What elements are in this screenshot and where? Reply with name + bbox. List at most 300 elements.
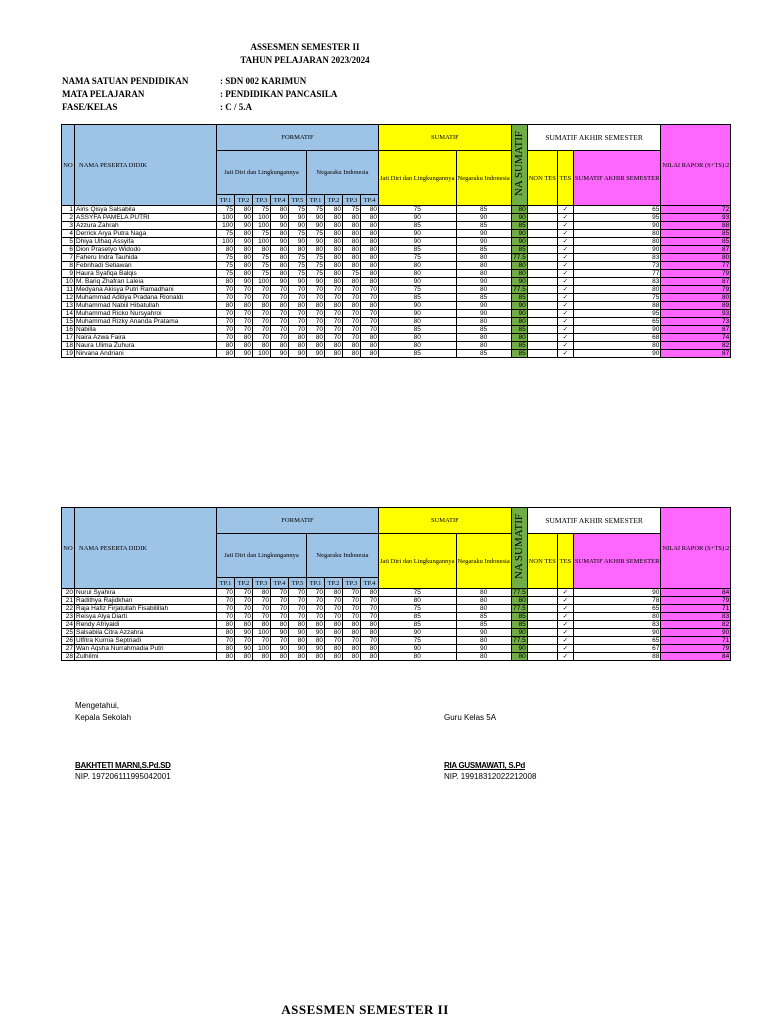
row-tp-score: 70 [325,326,343,334]
row-sas-score: 65 [573,605,661,613]
row-sumatif-jati: 85 [379,621,457,629]
row-tp-score: 80 [235,230,253,238]
row-tp-score: 70 [325,637,343,645]
table-row [62,653,731,661]
row-tp-score: 70 [343,286,361,294]
row-tes-check: ✓ [557,653,573,661]
row-tp-score: 80 [217,645,235,653]
row-sumatif-jati: 85 [379,246,457,254]
row-tp-score: 70 [217,294,235,302]
row-sumatif-jati: 75 [379,206,457,214]
table-row [62,230,731,238]
row-non-tes [527,278,557,286]
row-nilai-rapor: 84 [661,653,731,661]
row-na-sumatif: 90 [511,302,527,310]
row-tp-score: 90 [235,238,253,246]
row-tp-score: 80 [289,342,307,350]
row-tp-score: 80 [289,637,307,645]
row-tp-score: 100 [217,214,235,222]
row-sumatif-negara: 80 [456,589,511,597]
row-tp-score: 80 [343,222,361,230]
row-sas-score: 90 [573,222,661,230]
row-tp-score: 70 [235,597,253,605]
row-tp-score: 75 [289,262,307,270]
table-row [62,206,731,214]
row-student-name: Naira Azwa Faira [75,334,217,342]
row-tp-score: 90 [235,222,253,230]
row-tp-score: 70 [271,334,289,342]
row-nilai-rapor: 71 [661,637,731,645]
row-tp-score: 80 [271,230,289,238]
row-non-tes [527,326,557,334]
row-tp-score: 75 [253,230,271,238]
row-non-tes [527,214,557,222]
row-tp-score: 80 [235,206,253,214]
row-sumatif-negara: 80 [456,254,511,262]
row-tp-score: 70 [343,326,361,334]
table-row [62,342,731,350]
row-tp-score: 80 [361,278,379,286]
row-tp-score: 75 [217,230,235,238]
tp-header: TP.3 [343,195,361,206]
row-sas-score: 90 [573,326,661,334]
row-tp-score: 70 [343,613,361,621]
row-na-sumatif: 85 [511,350,527,358]
negaraku-header: Negaraku Indonesia [307,151,379,195]
row-tp-score: 70 [307,294,325,302]
row-tp-score: 80 [361,246,379,254]
row-tp-score: 70 [307,597,325,605]
row-tp-score: 100 [253,629,271,637]
row-sas-score: 90 [573,350,661,358]
row-tp-score: 80 [289,246,307,254]
row-sas-score: 80 [573,286,661,294]
row-tp-score: 75 [289,270,307,278]
row-tp-score: 70 [289,597,307,605]
row-sumatif-negara: 90 [456,310,511,318]
row-student-name: Rendy Afriyaldi [75,621,217,629]
row-sumatif-jati: 90 [379,302,457,310]
row-sas-score: 83 [573,278,661,286]
row-na-sumatif: 85 [511,342,527,350]
row-tes-check: ✓ [557,238,573,246]
row-non-tes [527,246,557,254]
row-sas-score: 80 [573,238,661,246]
tp-header: TP.1 [217,578,235,589]
row-tp-score: 70 [325,286,343,294]
row-tp-score: 70 [343,589,361,597]
row-tp-score: 70 [307,326,325,334]
row-no: 7 [62,254,75,262]
row-tp-score: 90 [235,350,253,358]
row-tp-score: 80 [343,302,361,310]
sig-left-line1: Mengetahui, [75,701,120,710]
row-student-name: Muhammad Ricko Nursyahroi [75,310,217,318]
row-tp-score: 80 [307,246,325,254]
row-tp-score: 90 [307,350,325,358]
row-tp-score: 70 [325,318,343,326]
row-tp-score: 80 [325,254,343,262]
row-nilai-rapor: 93 [661,310,731,318]
row-tp-score: 80 [361,653,379,661]
document-subtitle: TAHUN PELAJARAN 2023/2024 [240,55,370,65]
row-tp-score: 90 [307,238,325,246]
row-tp-score: 80 [325,214,343,222]
row-nilai-rapor: 71 [661,605,731,613]
row-tes-check: ✓ [557,645,573,653]
row-non-tes [527,270,557,278]
row-sumatif-negara: 85 [456,350,511,358]
tp-header: TP.4 [271,578,289,589]
row-sumatif-jati: 75 [379,589,457,597]
row-tp-score: 70 [235,326,253,334]
row-tp-score: 75 [217,254,235,262]
row-sumatif-negara: 80 [456,286,511,294]
row-tp-score: 70 [253,286,271,294]
row-tp-score: 70 [289,294,307,302]
tp-header: TP.4 [361,195,379,206]
row-non-tes [527,222,557,230]
row-tp-score: 75 [289,230,307,238]
row-tp-score: 80 [271,254,289,262]
row-tp-score: 80 [325,246,343,254]
row-tp-score: 70 [325,613,343,621]
row-non-tes [527,294,557,302]
row-sumatif-jati: 80 [379,653,457,661]
row-na-sumatif: 80 [511,262,527,270]
row-nilai-rapor: 90 [661,629,731,637]
row-tp-score: 80 [361,621,379,629]
row-na-sumatif: 77.5 [513,637,526,644]
row-non-tes [527,597,557,605]
row-tp-score: 70 [217,326,235,334]
row-tp-score: 90 [289,350,307,358]
table-row [62,214,731,222]
row-tp-score: 70 [361,310,379,318]
table-row [62,262,731,270]
row-sas-score: 88 [573,302,661,310]
table-row [62,310,731,318]
row-tp-score: 80 [307,653,325,661]
row-tp-score: 80 [235,262,253,270]
row-student-name: Derrick Arya Putra Naga [75,230,217,238]
row-tp-score: 80 [235,653,253,661]
row-tp-score: 70 [289,310,307,318]
col-name-header: NAMA PESERTA DIDIK [75,508,217,589]
row-tp-score: 90 [235,278,253,286]
table-row [62,238,731,246]
row-tp-score: 75 [217,206,235,214]
row-no: 1 [62,206,75,214]
table-row [62,246,731,254]
row-tp-score: 90 [271,214,289,222]
table-row [62,326,731,334]
row-tp-score: 80 [361,342,379,350]
document-meta [62,76,337,115]
row-tp-score: 70 [361,326,379,334]
row-tp-score: 75 [253,270,271,278]
row-student-name: Muhammad Aditiya Pradana Rionaldi [75,294,217,302]
row-tp-score: 70 [289,326,307,334]
table-row [62,222,731,230]
row-student-name: Febrihadi Setiawan [75,262,217,270]
row-tp-score: 80 [361,334,379,342]
row-tp-score: 70 [343,310,361,318]
row-tes-check: ✓ [557,206,573,214]
sumatif-jati-header: Jati Diri dan Lingkungannya [379,151,457,206]
row-tp-score: 80 [307,621,325,629]
row-tp-score: 90 [307,214,325,222]
row-tp-score: 80 [271,653,289,661]
col-no-header: NO [62,508,75,589]
row-tp-score: 70 [271,605,289,613]
row-tp-score: 80 [235,302,253,310]
row-sumatif-jati: 80 [379,262,457,270]
table-row [62,629,731,637]
row-no: 9 [62,270,75,278]
row-tp-score: 70 [271,310,289,318]
row-tp-score: 80 [343,254,361,262]
row-nilai-rapor: 77 [661,262,731,270]
row-tp-score: 100 [217,238,235,246]
row-tp-score: 90 [271,645,289,653]
row-sumatif-negara: 80 [456,334,511,342]
row-sas-score: 65 [573,637,661,645]
table-row [62,318,731,326]
row-tp-score: 70 [307,310,325,318]
row-no: 12 [62,294,75,302]
row-tp-score: 80 [343,621,361,629]
tp-header: TP.1 [217,195,235,206]
row-na-sumatif: 90 [511,278,527,286]
sig-left-line2: Kepala Sekolah [75,713,132,722]
row-tp-score: 80 [361,302,379,310]
row-tp-score: 70 [361,613,379,621]
row-tp-score: 80 [343,342,361,350]
row-tp-score: 80 [361,230,379,238]
row-tp-score: 70 [289,286,307,294]
row-tes-check: ✓ [557,302,573,310]
row-tp-score: 80 [217,342,235,350]
row-tes-check: ✓ [557,350,573,358]
row-tp-score: 100 [253,238,271,246]
row-sumatif-jati: 75 [379,254,457,262]
row-tp-score: 80 [361,206,379,214]
row-tp-score: 70 [253,637,271,645]
row-tp-score: 80 [289,334,307,342]
document-title: ASSESMEN SEMESTER II [250,42,360,52]
row-tp-score: 80 [235,621,253,629]
row-tp-score: 80 [271,246,289,254]
row-tp-score: 70 [253,613,271,621]
row-tp-score: 80 [361,214,379,222]
row-sas-score: 65 [573,318,661,326]
row-sumatif-jati: 80 [379,334,457,342]
table-row [62,589,731,597]
row-tp-score: 80 [325,589,343,597]
row-sumatif-jati: 90 [379,310,457,318]
row-tp-score: 75 [253,254,271,262]
row-tp-score: 80 [271,262,289,270]
tes-header: TES [557,534,573,589]
row-tp-score: 70 [253,334,271,342]
row-tes-check: ✓ [557,318,573,326]
row-no: 27 [62,645,75,653]
table-row [62,270,731,278]
row-student-name: Dhiya Ulhaq Assyifa [75,238,217,246]
row-na-sumatif: 80 [511,206,527,214]
row-tp-score: 75 [307,230,325,238]
row-tp-score: 70 [289,613,307,621]
row-tp-score: 70 [307,318,325,326]
col-name-header: NAMA PESERTA DIDIK [75,125,217,206]
row-nilai-rapor: 89 [661,302,731,310]
row-sumatif-negara: 80 [456,637,511,645]
row-tp-score: 100 [253,350,271,358]
row-tp-score: 80 [217,629,235,637]
row-nilai-rapor: 80 [661,294,731,302]
row-student-name: Nabilla [75,326,217,334]
row-tp-score: 90 [271,350,289,358]
row-tp-score: 80 [325,621,343,629]
row-no: 25 [62,629,75,637]
sumatif-negara-header: Negaraku Indonesia [456,151,511,206]
row-tp-score: 70 [307,613,325,621]
row-tp-score: 80 [325,262,343,270]
col-no-header: NO [62,125,75,206]
row-sas-score: 78 [573,597,661,605]
row-tp-score: 80 [253,246,271,254]
row-tp-score: 70 [271,318,289,326]
row-student-name: Raja Hafiz Firjatullah Fisabilillah [75,605,217,613]
row-tp-score: 70 [325,334,343,342]
row-tp-score: 80 [361,222,379,230]
row-nilai-rapor: 83 [661,613,731,621]
row-tp-score: 70 [253,294,271,302]
row-sas-score: 77 [573,270,661,278]
row-tp-score: 80 [253,342,271,350]
row-sas-score: 95 [573,214,661,222]
jati-diri-header: Jati Diri dan Lingkungannya [217,151,307,195]
row-sumatif-negara: 90 [456,645,511,653]
row-no: 28 [62,653,75,661]
row-sumatif-negara: 80 [456,270,511,278]
row-tp-score: 70 [271,326,289,334]
row-tp-score: 75 [343,270,361,278]
row-non-tes [527,230,557,238]
row-no: 6 [62,246,75,254]
row-tp-score: 80 [361,645,379,653]
row-sumatif-jati: 80 [379,342,457,350]
row-sumatif-negara: 85 [456,613,511,621]
row-tp-score: 80 [235,246,253,254]
row-non-tes [527,206,557,214]
row-no: 10 [62,278,75,286]
row-student-name: Airis Qisya Salsabila [75,206,217,214]
row-sumatif-jati: 90 [379,238,457,246]
row-sumatif-jati: 75 [379,637,457,645]
row-no: 23 [62,613,75,621]
tp-header: TP.5 [289,195,307,206]
row-sas-score: 90 [573,589,661,597]
row-tp-score: 80 [325,270,343,278]
row-student-name: Muhammad Nabiil Hibatullah [75,302,217,310]
row-na-sumatif: 85 [511,246,527,254]
row-tp-score: 80 [325,350,343,358]
row-non-tes [527,653,557,661]
row-non-tes [527,342,557,350]
row-tp-score: 80 [361,629,379,637]
row-no: 8 [62,262,75,270]
row-tp-score: 70 [361,286,379,294]
row-tes-check: ✓ [557,222,573,230]
row-nilai-rapor: 87 [661,350,731,358]
row-no: 21 [62,597,75,605]
row-no: 14 [62,310,75,318]
row-nilai-rapor: 87 [661,326,731,334]
row-sumatif-negara: 80 [456,262,511,270]
row-student-name: Zulhilmi [75,653,217,661]
row-tp-score: 70 [307,286,325,294]
row-tp-score: 80 [343,246,361,254]
row-tp-score: 70 [217,286,235,294]
row-tp-score: 70 [235,589,253,597]
row-tp-score: 100 [253,645,271,653]
row-sas-score: 73 [573,262,661,270]
row-tp-score: 80 [343,653,361,661]
row-sumatif-jati: 90 [379,230,457,238]
row-tp-score: 80 [235,270,253,278]
row-non-tes [527,238,557,246]
row-non-tes [527,254,557,262]
row-tp-score: 80 [217,350,235,358]
row-sumatif-jati: 90 [379,629,457,637]
row-sas-score: 83 [573,254,661,262]
row-tp-score: 75 [217,262,235,270]
row-sumatif-negara: 90 [456,238,511,246]
row-student-name: Dion Prasetyo Widodo [75,246,217,254]
row-sumatif-jati: 90 [379,645,457,653]
table-row [62,597,731,605]
row-student-name: ASSYFA PAMELA PUTRI [75,214,217,222]
table-row [62,605,731,613]
row-non-tes [527,621,557,629]
row-nilai-rapor: 79 [661,597,731,605]
row-sumatif-negara: 90 [456,214,511,222]
table-row [62,613,731,621]
row-tp-score: 90 [307,278,325,286]
tp-header: TP.5 [289,578,307,589]
row-tp-score: 70 [217,318,235,326]
row-tp-score: 80 [343,629,361,637]
row-na-sumatif: 77.5 [513,254,526,261]
row-tp-score: 70 [343,294,361,302]
meta-row-school: NAMA SATUAN PENDIDIKAN : SDN 002 KARIMUN [62,76,307,86]
row-sumatif-negara: 80 [456,318,511,326]
tp-header: TP.2 [325,195,343,206]
grades-table-1 [61,124,731,358]
row-sumatif-negara: 80 [456,342,511,350]
row-tp-score: 80 [361,238,379,246]
row-tp-score: 80 [289,653,307,661]
sig-right-line1: Guru Kelas 5A [444,713,497,722]
tp-header: TP.2 [235,578,253,589]
row-tp-score: 70 [235,605,253,613]
table-row [62,350,731,358]
row-sas-score: 68 [573,334,661,342]
row-sumatif-jati: 90 [379,214,457,222]
row-tes-check: ✓ [557,334,573,342]
